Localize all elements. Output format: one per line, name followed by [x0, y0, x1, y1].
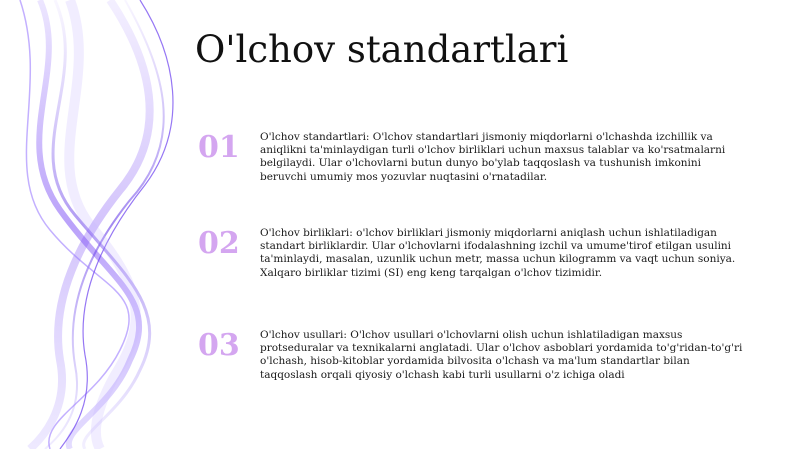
item-number: 01: [198, 130, 240, 165]
item-text: O'lchov usullari: O'lchov usullari o'lchovlarni olish uchun ishlatiladigan maxsus protseduralar va texnikalarni anglatadi. Ular o'lchov asboblari yordamida to'g'ridan-to'g'ri o'lchash, hisob-kitoblar yordamida bilvosita o'lchash va ma'lum standartlar bilan taqqoslash orqali qiyosiy o'lchash kabi turli usullarni o'z ichiga oladi: [260, 329, 743, 381]
item-text: O'lchov standartlari: O'lchov standartlari jismoniy miqdorlarni o'lchashda izchillik va aniqlikni ta'minlaydigan turli o'lchov birliklari uchun maxsus talablar va ko'rsatmalarni belgilaydi. Ular o'lchovlarni butun dunyo bo'ylab taqqoslash va tushunish imkonini beruvchi umumiy mos yozuvlar nuqtasini o'rnatadilar.: [260, 131, 726, 183]
item-number: 03: [198, 328, 240, 363]
purple-smoke-ribbon-decoration: [0, 0, 200, 449]
item-number: 02: [198, 226, 240, 261]
slide-title: O'lchov standartlari: [195, 28, 569, 71]
item-text: O'lchov birliklari: o'lchov birliklari jismoniy miqdorlarni aniqlash uchun ishlatiladigan standart birliklardir. Ular o'lchovlarni ifodalashning izchil va umume'tirof etilgan usulini ta'minlaydi, masalan, uzunlik uchun metr, massa uchun kilogramm va vaqt uchun soniya. Xalqaro birliklar tizimi (SI) eng keng tarqalgan o'lchov tizimidir.: [260, 227, 736, 279]
